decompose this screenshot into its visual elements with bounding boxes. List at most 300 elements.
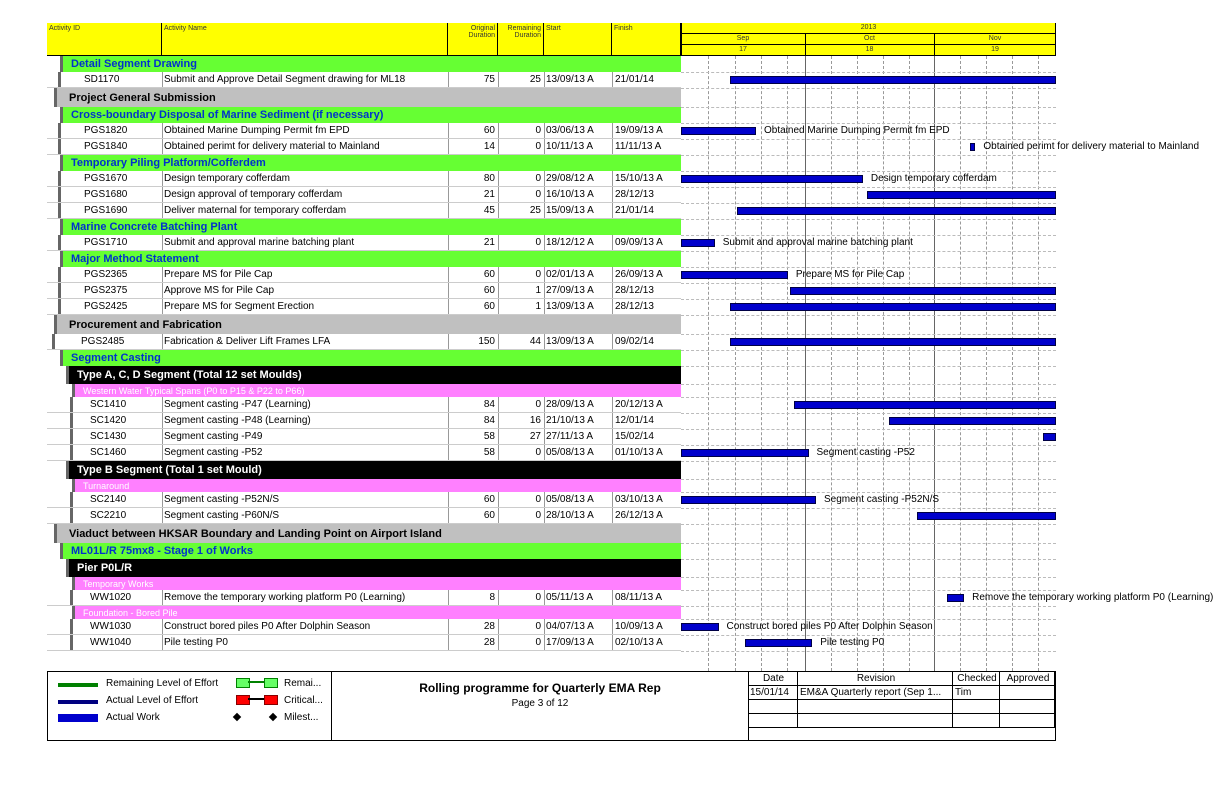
header-original-duration[interactable]: Original Duration [448, 23, 498, 56]
row-level-marker [47, 235, 61, 250]
band-level-marker [72, 384, 75, 397]
activity-id: PGS2365 [84, 269, 128, 280]
activity-id: PGS2425 [84, 301, 128, 312]
column-divider [544, 187, 545, 202]
finish-date: 10/09/13 A [615, 621, 663, 632]
column-divider [544, 429, 545, 444]
gantt-grid-line [831, 56, 832, 671]
column-divider [544, 283, 545, 298]
activity-row[interactable] [47, 334, 681, 350]
legend-critical-label: Critical... [284, 695, 323, 706]
activity-id: PGS1670 [84, 173, 128, 184]
gantt-bar[interactable] [681, 449, 809, 457]
activity-id: PGS1820 [84, 125, 128, 136]
activity-name: Design approval of temporary cofferdam [164, 189, 343, 200]
activity-row[interactable] [47, 619, 681, 635]
activity-name: Segment casting -P52 [164, 447, 263, 458]
start-date: 13/09/13 A [546, 336, 594, 347]
wbs-band-gray[interactable] [47, 315, 681, 334]
remaining-duration: 27 [529, 431, 541, 442]
revision-row-revision: EM&A Quarterly report (Sep 1... [798, 686, 953, 700]
revision-header-checked: Checked [953, 672, 1000, 686]
wbs-band-label: Temporary Works [83, 578, 154, 589]
timescale-month-oct: Oct [805, 34, 934, 45]
remaining-duration: 0 [535, 621, 541, 632]
wbs-band-label: Segment Casting [71, 352, 161, 364]
row-level-marker [47, 187, 61, 202]
column-divider [162, 397, 163, 412]
gantt-bar-label: Pile testing P0 [820, 637, 885, 648]
wbs-band-gray[interactable] [47, 88, 681, 107]
gantt-grid-line [787, 56, 788, 671]
gantt-bar-label: Obtained Marine Dumping Permit fm EPD [764, 125, 950, 136]
gantt-row-line [681, 590, 1056, 591]
header-activity-name[interactable]: Activity Name [162, 23, 448, 56]
activity-name: Approve MS for Pile Cap [164, 285, 275, 296]
activity-row[interactable] [47, 492, 681, 508]
column-divider [544, 203, 545, 218]
column-divider [612, 283, 613, 298]
gantt-bar-label: Design temporary cofferdam [870, 173, 997, 184]
wbs-band-green[interactable] [47, 350, 681, 366]
gantt-bar-label: Remove the temporary working platform P0 (Learning) [972, 592, 1213, 603]
original-duration: 60 [483, 301, 495, 312]
row-level-marker [47, 508, 73, 523]
original-duration: 8 [489, 592, 495, 603]
original-duration: 84 [483, 399, 495, 410]
activity-row[interactable] [47, 187, 681, 203]
column-divider [544, 123, 545, 138]
finish-date: 20/12/13 A [615, 399, 663, 410]
activity-name: Remove the temporary working platform P0 (Learning) [164, 592, 406, 603]
start-date: 15/09/13 A [546, 205, 594, 216]
gantt-bar[interactable] [794, 401, 1057, 409]
revision-empty-cell [1000, 714, 1055, 728]
gantt-bar[interactable] [681, 239, 715, 247]
finish-date: 28/12/13 [615, 301, 654, 312]
row-level-marker [47, 299, 61, 314]
gantt-row-line [681, 492, 1056, 493]
original-duration: 45 [483, 205, 495, 216]
revision-empty-cell [953, 714, 1000, 728]
remaining-duration: 0 [535, 592, 541, 603]
column-divider [544, 334, 545, 349]
gantt-bar[interactable] [867, 191, 1056, 199]
column-divider [612, 72, 613, 87]
wbs-band-green[interactable] [47, 107, 681, 123]
wbs-band-pink[interactable] [47, 384, 681, 397]
column-divider [498, 429, 499, 444]
activity-row[interactable] [47, 397, 681, 413]
activity-id: PGS2485 [81, 336, 125, 347]
original-duration: 21 [483, 189, 495, 200]
finish-date: 12/01/14 [615, 415, 654, 426]
band-level-marker [66, 366, 69, 384]
original-duration: 58 [483, 447, 495, 458]
gantt-row-line [681, 155, 1056, 156]
wbs-band-gray[interactable] [47, 524, 681, 543]
activity-row[interactable] [47, 508, 681, 524]
wbs-band-label: Foundation - Bored Pile [83, 607, 178, 618]
start-date: 21/10/13 A [546, 415, 594, 426]
remaining-duration: 0 [535, 237, 541, 248]
gantt-row-line [681, 543, 1056, 544]
row-level-marker [47, 123, 61, 138]
remaining-duration: 0 [535, 510, 541, 521]
legend-remaining-swatch [236, 677, 276, 687]
remaining-duration: 25 [529, 205, 541, 216]
wbs-band-label: Viaduct between HKSAR Boundary and Landing Point on Airport Island [69, 527, 442, 540]
row-level-marker [47, 139, 61, 154]
gantt-grid-line [883, 56, 884, 671]
column-divider [544, 635, 545, 650]
gantt-row-line [681, 619, 1056, 620]
activity-id: SC1460 [90, 447, 127, 458]
column-divider [162, 413, 163, 428]
timescale-divider [681, 23, 682, 56]
gantt-bar[interactable] [681, 496, 816, 504]
finish-date: 26/09/13 A [615, 269, 663, 280]
activity-row[interactable] [47, 171, 681, 187]
column-divider [544, 413, 545, 428]
column-divider [544, 397, 545, 412]
band-level-marker [60, 56, 63, 72]
gantt-bar[interactable] [745, 639, 813, 647]
gantt-chart-area [681, 56, 1213, 671]
report-title: Rolling programme for Quarterly EMA Rep [419, 681, 661, 695]
column-divider [498, 334, 499, 349]
column-divider [498, 123, 499, 138]
finish-date: 21/01/14 [615, 74, 654, 85]
band-indent [47, 384, 75, 397]
activity-row[interactable] [47, 235, 681, 251]
row-level-marker [47, 283, 61, 298]
column-divider [498, 283, 499, 298]
wbs-band-label: Type A, C, D Segment (Total 12 set Moulds) [77, 369, 302, 381]
revision-header-date: Date [748, 672, 798, 686]
original-duration: 60 [483, 494, 495, 505]
activity-row[interactable] [47, 139, 681, 155]
band-level-marker [72, 479, 75, 492]
column-divider [448, 413, 449, 428]
gantt-bar[interactable] [970, 143, 976, 151]
activity-name: Segment casting -P49 [164, 431, 263, 442]
gantt-bar-label: Obtained perimt for delivery material to Mainland [983, 141, 1200, 152]
activity-row[interactable] [47, 299, 681, 315]
gantt-grid-line [761, 56, 762, 671]
column-divider [448, 492, 449, 507]
column-divider [498, 492, 499, 507]
gantt-bar[interactable] [681, 127, 756, 135]
start-date: 17/09/13 A [546, 637, 594, 648]
band-level-marker [54, 524, 57, 543]
activity-id: SD1170 [84, 74, 120, 85]
start-date: 05/08/13 A [546, 494, 594, 505]
activity-name: Construct bored piles P0 After Dolphin Season [164, 621, 371, 632]
revision-header-revision: Revision [798, 672, 953, 686]
activity-row[interactable] [47, 429, 681, 445]
gantt-row-line [681, 235, 1056, 236]
wbs-band-green[interactable] [47, 56, 681, 72]
wbs-band-label: Temporary Piling Platform/Cofferdem [71, 157, 266, 169]
gantt-row-line [681, 267, 1056, 268]
start-date: 05/08/13 A [546, 447, 594, 458]
original-duration: 14 [483, 141, 495, 152]
wbs-band-green[interactable] [47, 219, 681, 235]
row-level-marker [47, 72, 61, 87]
row-level-marker [47, 203, 61, 218]
start-date: 18/12/12 A [546, 237, 594, 248]
gantt-row-line [681, 635, 1056, 636]
revision-table [748, 672, 1055, 740]
start-date: 05/11/13 A [546, 592, 594, 603]
wbs-band-pink[interactable] [47, 577, 681, 590]
finish-date: 01/10/13 A [615, 447, 663, 458]
original-duration: 58 [483, 431, 495, 442]
band-level-marker [72, 606, 75, 619]
band-level-marker [60, 543, 63, 559]
activity-row[interactable] [47, 635, 681, 651]
column-divider [498, 590, 499, 605]
activity-name: Segment casting -P48 (Learning) [164, 415, 311, 426]
column-divider [162, 508, 163, 523]
gantt-grid-line [909, 56, 910, 671]
wbs-band-pink[interactable] [47, 606, 681, 619]
column-divider [544, 590, 545, 605]
gantt-bar-label: Segment casting -P52N/S [824, 494, 940, 505]
column-divider [544, 492, 545, 507]
remaining-duration: 0 [535, 637, 541, 648]
revision-row-checked: Tim [953, 686, 1000, 700]
gantt-row-line [681, 139, 1056, 140]
column-divider [612, 508, 613, 523]
column-divider [544, 445, 545, 460]
remaining-duration: 0 [535, 141, 541, 152]
row-level-marker [47, 635, 73, 650]
timescale-divider [805, 34, 806, 56]
column-divider [612, 139, 613, 154]
row-level-marker [47, 267, 61, 282]
activity-id: SC2210 [90, 510, 127, 521]
start-date: 27/11/13 A [546, 431, 594, 442]
row-level-marker [47, 492, 73, 507]
column-divider [498, 445, 499, 460]
column-divider [612, 299, 613, 314]
gantt-bar-label: Segment casting -P52 [816, 447, 915, 458]
original-duration: 150 [478, 336, 495, 347]
original-duration: 60 [483, 269, 495, 280]
band-level-marker [54, 315, 57, 334]
header-finish[interactable]: Finish [612, 23, 681, 56]
column-divider [498, 299, 499, 314]
activity-name: Prepare MS for Segment Erection [164, 301, 315, 312]
gantt-bar-label: Construct bored piles P0 After Dolphin Season [726, 621, 933, 632]
activity-id: PGS1840 [84, 141, 128, 152]
remaining-duration: 1 [535, 301, 541, 312]
row-level-marker [47, 429, 73, 444]
footer [47, 671, 1056, 741]
timescale-week-18: 18 [805, 45, 934, 56]
column-divider [498, 619, 499, 634]
wbs-band-black[interactable] [47, 366, 681, 384]
column-divider [612, 492, 613, 507]
legend-milestone-label: Milest... [284, 712, 319, 723]
column-divider [162, 590, 163, 605]
activity-row[interactable] [47, 267, 681, 283]
activity-row[interactable] [47, 590, 681, 606]
column-divider [162, 235, 163, 250]
row-level-marker [47, 397, 73, 412]
column-divider [448, 590, 449, 605]
gantt-bar[interactable] [1043, 433, 1056, 441]
band-level-marker [60, 107, 63, 123]
band-level-marker [60, 155, 63, 171]
start-date: 10/11/13 A [546, 141, 594, 152]
column-divider [162, 619, 163, 634]
header-start[interactable]: Start [544, 23, 612, 56]
gantt-row-line [681, 429, 1056, 430]
activity-row[interactable] [47, 413, 681, 429]
legend-remaining-loe-swatch [58, 683, 98, 687]
legend-actual-work-label: Actual Work [106, 712, 160, 723]
gantt-bar[interactable] [681, 175, 863, 183]
column-divider [162, 203, 163, 218]
wbs-band-pink[interactable] [47, 479, 681, 492]
column-divider [162, 123, 163, 138]
original-duration: 28 [483, 621, 495, 632]
wbs-band-green[interactable] [47, 251, 681, 267]
gantt-bar[interactable] [681, 271, 788, 279]
gantt-row-line [681, 123, 1056, 124]
timescale-month-nov: Nov [934, 34, 1056, 45]
activity-row[interactable] [47, 203, 681, 219]
column-divider [448, 267, 449, 282]
gantt-row-line [681, 445, 1056, 446]
column-divider [498, 171, 499, 186]
activity-row[interactable] [47, 72, 681, 88]
band-level-marker [60, 350, 63, 366]
activity-row[interactable] [47, 123, 681, 139]
start-date: 13/09/13 A [546, 74, 594, 85]
gantt-bar[interactable] [889, 417, 1056, 425]
start-date: 13/09/13 A [546, 301, 594, 312]
start-date: 29/08/12 A [546, 173, 594, 184]
gantt-bar[interactable] [730, 303, 1056, 311]
wbs-band-label: Detail Segment Drawing [71, 58, 197, 70]
column-divider [448, 235, 449, 250]
column-divider [544, 619, 545, 634]
gantt-bar[interactable] [790, 287, 1056, 295]
column-divider [448, 187, 449, 202]
column-divider [448, 619, 449, 634]
gantt-row-line [681, 413, 1056, 414]
legend-milestone-start-icon [233, 713, 241, 721]
column-divider [612, 413, 613, 428]
column-divider [612, 619, 613, 634]
row-level-marker [47, 171, 61, 186]
page-number: Page 3 of 12 [511, 698, 569, 709]
activity-id: WW1040 [90, 637, 132, 648]
band-indent [47, 479, 75, 492]
column-divider [448, 635, 449, 650]
gantt-grid-line [857, 56, 858, 671]
finish-date: 11/11/13 A [615, 141, 662, 152]
band-level-marker [66, 461, 69, 479]
revision-empty-cell [748, 700, 798, 714]
activity-id: WW1020 [90, 592, 132, 603]
wbs-band-black[interactable] [47, 559, 681, 577]
column-divider [612, 635, 613, 650]
column-divider [544, 267, 545, 282]
legend-remaining-loe-label: Remaining Level of Effort [106, 678, 219, 689]
wbs-band-green[interactable] [47, 543, 681, 559]
wbs-band-label: ML01L/R 75mx8 - Stage 1 of Works [71, 545, 253, 557]
remaining-duration: 0 [535, 269, 541, 280]
finish-date: 15/02/14 [615, 431, 654, 442]
original-duration: 60 [483, 510, 495, 521]
start-date: 28/10/13 A [546, 510, 594, 521]
start-date: 28/09/13 A [546, 399, 594, 410]
finish-date: 28/12/13 [615, 285, 654, 296]
gantt-bar[interactable] [947, 594, 964, 602]
gantt-row-line [681, 203, 1056, 204]
legend-critical-swatch [236, 694, 276, 704]
column-divider [448, 171, 449, 186]
gantt-row-line [681, 334, 1056, 335]
header-activity-id[interactable]: Activity ID [47, 23, 162, 56]
activity-name: Segment casting -P60N/S [164, 510, 280, 521]
remaining-duration: 0 [535, 494, 541, 505]
column-divider [612, 267, 613, 282]
gantt-bar[interactable] [737, 207, 1056, 215]
gantt-bar[interactable] [681, 623, 719, 631]
column-divider [448, 508, 449, 523]
band-level-marker [60, 251, 63, 267]
activity-name: Obtained perimt for delivery material to Mainland [164, 141, 380, 152]
column-divider [448, 397, 449, 412]
column-divider [448, 299, 449, 314]
legend-actual-work-swatch [58, 714, 98, 722]
revision-empty-cell [748, 714, 798, 728]
remaining-duration: 25 [529, 74, 541, 85]
gantt-bar[interactable] [730, 338, 1056, 346]
gantt-row-line [681, 479, 1056, 480]
activity-name: Segment casting -P47 (Learning) [164, 399, 311, 410]
column-divider [498, 508, 499, 523]
remaining-duration: 0 [535, 173, 541, 184]
column-divider [612, 429, 613, 444]
wbs-band-black[interactable] [47, 461, 681, 479]
activity-name: Pile testing P0 [164, 637, 228, 648]
activity-id: PGS1680 [84, 189, 128, 200]
gantt-grid-line [960, 56, 961, 671]
gantt-bar[interactable] [730, 76, 1056, 84]
original-duration: 21 [483, 237, 495, 248]
row-level-marker [47, 445, 73, 460]
activity-id: SC2140 [90, 494, 127, 505]
activity-row[interactable] [47, 445, 681, 461]
band-indent [47, 606, 75, 619]
activity-row[interactable] [47, 283, 681, 299]
activity-id: WW1030 [90, 621, 132, 632]
wbs-band-green[interactable] [47, 155, 681, 171]
gantt-row-line [681, 88, 1056, 89]
column-divider [448, 203, 449, 218]
gantt-bar[interactable] [917, 512, 1056, 520]
column-divider [612, 334, 613, 349]
remaining-duration: 0 [535, 189, 541, 200]
header-remaining-duration[interactable]: Remaining Duration [498, 23, 544, 56]
